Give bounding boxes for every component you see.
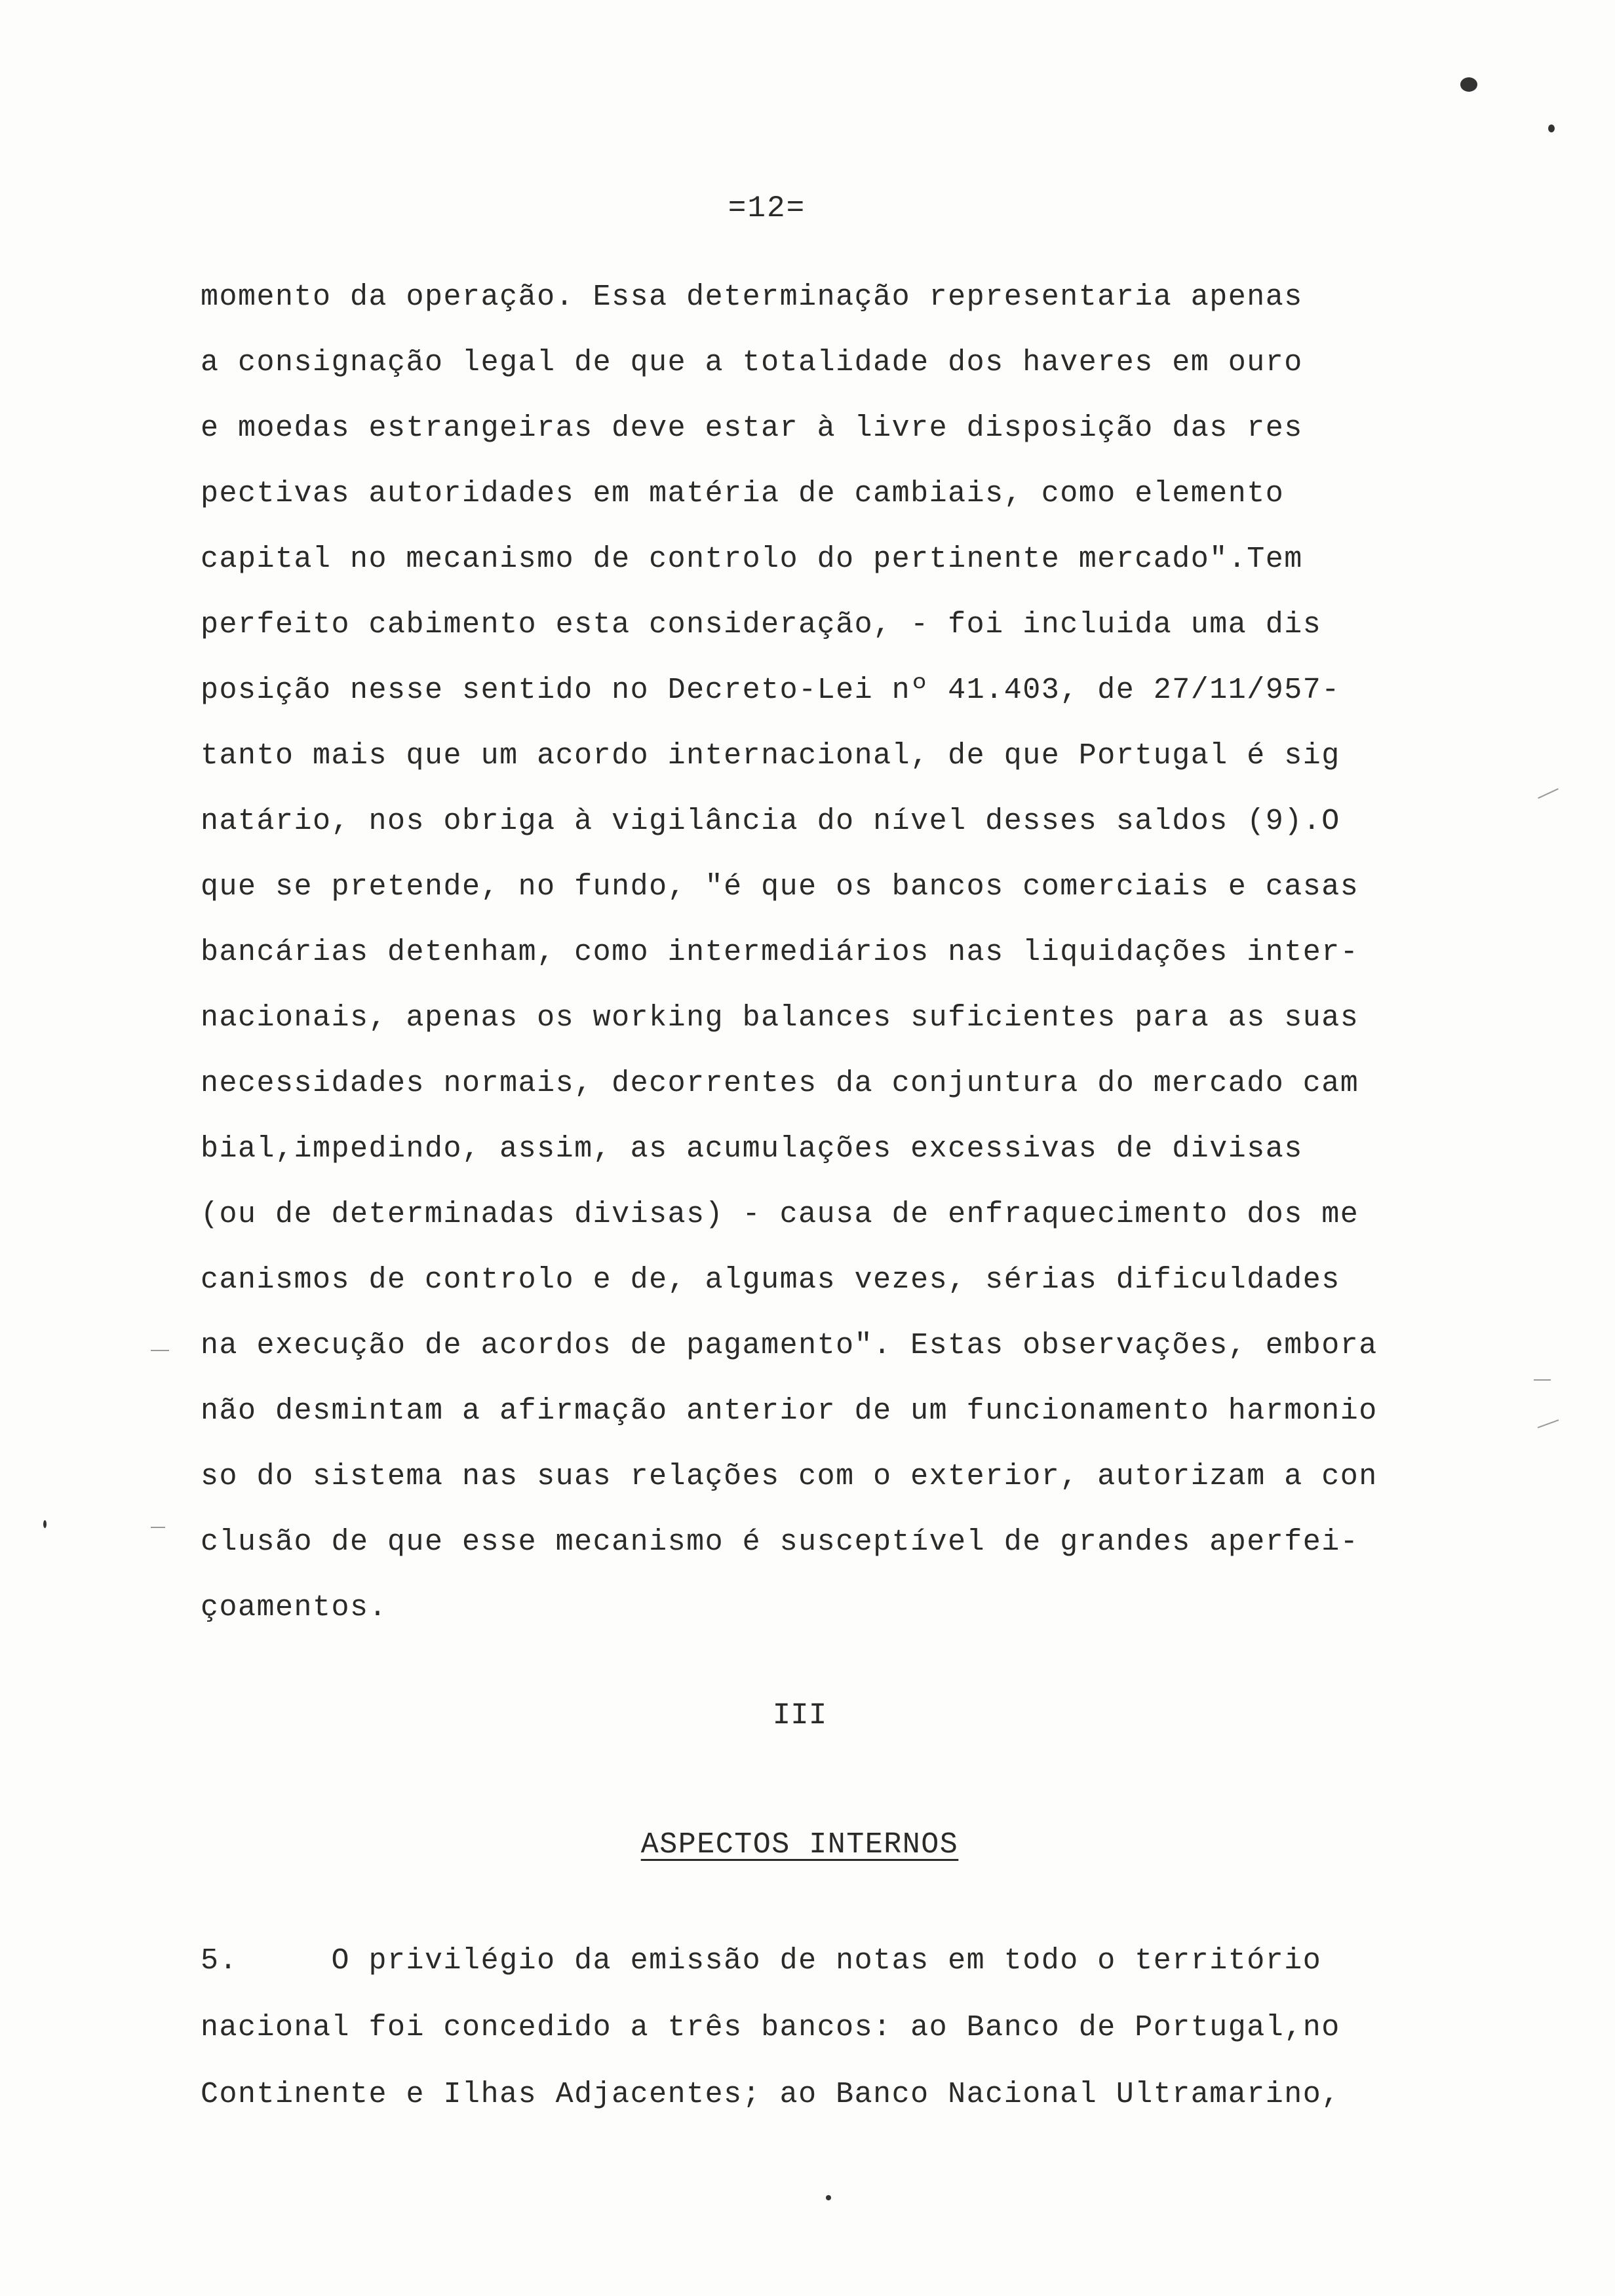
body-line-1: momento da operação. Essa determinação representaria apenas [201, 280, 1303, 314]
para5-line-3: Continente e Ilhas Adjacentes; ao Banco Nacional Ultramarino, [201, 2078, 1340, 2111]
body-line-15: (ou de determinadas divisas) - causa de enfraquecimento dos me [201, 1198, 1359, 1231]
scan-dash [151, 1527, 165, 1528]
body-line-9: natário, nos obriga à vigilância do nível desses saldos (9).O [201, 805, 1340, 838]
body-line-16: canismos de controlo e de, algumas vezes, sérias dificuldades [201, 1263, 1340, 1297]
body-line-11: bancárias detenham, como intermediários nas liquidações inter- [201, 936, 1359, 969]
page-number: =12= [728, 191, 806, 225]
body-line-14: bial,impedindo, assim, as acumulações excessivas de divisas [201, 1132, 1303, 1166]
section-title: ASPECTOS INTERNOS [640, 1828, 959, 1862]
scan-speck [1548, 124, 1555, 132]
body-line-7: posição nesse sentido no Decreto-Lei nº 41.403, de 27/11/957- [201, 674, 1340, 707]
body-line-8: tanto mais que um acordo internacional, de que Portugal é sig [201, 739, 1340, 773]
scan-speck [1460, 77, 1477, 92]
body-line-18: não desmintam a afirmação anterior de um funcionamento harmonio [201, 1394, 1378, 1428]
body-paragraph [201, 265, 1446, 1641]
para5-line-1: 5. O privilégio da emissão de notas em todo o território [201, 1944, 1322, 1978]
section-numeral: III [772, 1698, 827, 1732]
scan-speck [43, 1520, 47, 1528]
body-line-21: çoamentos. [201, 1591, 388, 1624]
body-line-10: que se pretende, no fundo, "é que os bancos comerciais e casas [201, 870, 1359, 904]
scan-dash [1538, 788, 1559, 799]
scan-speck [826, 2195, 831, 2200]
body-line-5: capital no mecanismo de controlo do pertinente mercado".Tem [201, 543, 1303, 576]
body-line-20: clusão de que esse mecanismo é susceptível de grandes aperfei- [201, 1525, 1359, 1559]
body-line-12: nacionais, apenas os working balances suficientes para as suas [201, 1001, 1359, 1035]
scan-dash [151, 1350, 169, 1351]
body-line-19: so do sistema nas suas relações com o exterior, autorizam a con [201, 1460, 1378, 1493]
scan-dash [1538, 1419, 1559, 1428]
para5-line-2: nacional foi concedido a três bancos: ao Banco de Portugal,no [201, 2011, 1340, 2044]
body-line-4: pectivas autoridades em matéria de cambiais, como elemento [201, 477, 1285, 510]
scan-dash [1534, 1379, 1551, 1381]
body-line-3: e moedas estrangeiras deve estar à livre disposição das res [201, 411, 1303, 445]
body-line-6: perfeito cabimento esta consideração, - foi incluida uma dis [201, 608, 1322, 641]
body-line-17: na execução de acordos de pagamento". Estas observações, embora [201, 1329, 1378, 1362]
body-line-13: necessidades normais, decorrentes da conjuntura do mercado cam [201, 1067, 1359, 1100]
paragraph-5 [201, 1928, 1446, 2128]
body-line-2: a consignação legal de que a totalidade dos haveres em ouro [201, 346, 1303, 379]
